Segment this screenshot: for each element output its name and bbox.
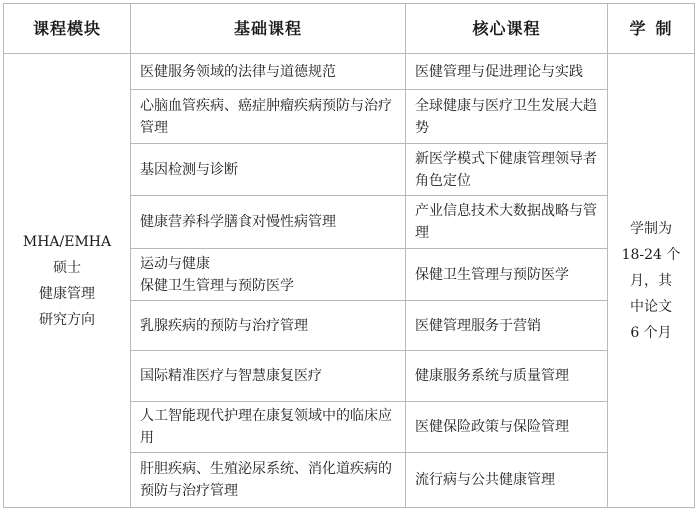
duration-line: 学制为 xyxy=(630,220,672,237)
module-line: 硕士 xyxy=(53,259,81,276)
core-course-cell xyxy=(406,90,608,144)
core-course-cell xyxy=(406,54,608,90)
basic-course-cell xyxy=(131,54,406,90)
header-row xyxy=(4,4,695,54)
core-course-text: 保健卫生管理与预防医学 xyxy=(415,266,569,283)
duration-cell xyxy=(608,54,695,508)
basic-course-cell xyxy=(131,144,406,196)
basic-course-text: 保健卫生管理与预防医学 xyxy=(140,277,294,294)
basic-course-text: 心脑血管疾病、癌症肿瘤疾病预防与治疗管理 xyxy=(140,97,392,136)
curriculum-table xyxy=(3,3,695,508)
core-course-cell xyxy=(406,402,608,453)
basic-course-text: 肝胆疾病、生殖泌尿系统、消化道疾病的预防与治疗管理 xyxy=(140,461,392,499)
core-course-text: 产业信息技术大数据战略与管理 xyxy=(415,203,597,241)
core-course-cell xyxy=(406,453,608,508)
header-module: 课程模块 xyxy=(4,4,131,54)
basic-course-text: 医健服务领域的法律与道德规范 xyxy=(140,63,336,80)
core-course-text: 医健管理服务于营销 xyxy=(415,317,541,334)
basic-course-cell xyxy=(131,90,406,144)
core-course-cell xyxy=(406,301,608,351)
header-core-courses: 核心课程 xyxy=(406,4,608,54)
core-course-cell xyxy=(406,196,608,249)
core-course-text: 新医学模式下健康管理领导者角色定位 xyxy=(415,150,597,189)
basic-course-cell xyxy=(131,249,406,301)
core-course-text: 全球健康与医疗卫生发展大趋势 xyxy=(415,97,597,136)
basic-course-text: 基因检测与诊断 xyxy=(140,161,238,178)
header-basic-courses: 基础课程 xyxy=(131,4,406,54)
basic-course-cell xyxy=(131,453,406,508)
basic-course-text: 健康营养科学膳食对慢性病管理 xyxy=(140,214,336,230)
table-row xyxy=(4,54,695,90)
basic-course-cell xyxy=(131,301,406,351)
basic-course-text: 运动与健康 xyxy=(140,255,210,272)
core-course-text: 医健管理与促进理论与实践 xyxy=(415,63,583,80)
header-duration: 学制 xyxy=(608,4,695,54)
duration-line: 18-24 个 xyxy=(621,246,681,263)
module-line: 研究方向 xyxy=(39,311,95,328)
duration-line: 中论文 xyxy=(630,298,672,315)
core-course-cell xyxy=(406,249,608,301)
module-line: 健康管理 xyxy=(39,285,95,302)
basic-course-text: 国际精准医疗与智慧康复医疗 xyxy=(140,368,322,384)
duration-line: 月，其 xyxy=(630,272,672,289)
duration-line: 6 个月 xyxy=(630,324,672,341)
basic-course-cell xyxy=(131,196,406,249)
basic-course-cell xyxy=(131,351,406,402)
basic-course-text: 乳腺疾病的预防与治疗管理 xyxy=(140,317,308,334)
core-course-cell xyxy=(406,144,608,196)
table-body xyxy=(4,54,695,508)
basic-course-cell xyxy=(131,402,406,453)
core-course-text: 健康服务系统与质量管理 xyxy=(415,368,569,384)
core-course-cell xyxy=(406,351,608,402)
module-line: MHA/EMHA xyxy=(22,233,112,250)
module-cell xyxy=(4,54,131,508)
core-course-text: 流行病与公共健康管理 xyxy=(415,472,555,488)
basic-course-text: 人工智能现代护理在康复领域中的临床应用 xyxy=(140,408,392,446)
core-course-text: 医健保险政策与保险管理 xyxy=(415,419,569,435)
